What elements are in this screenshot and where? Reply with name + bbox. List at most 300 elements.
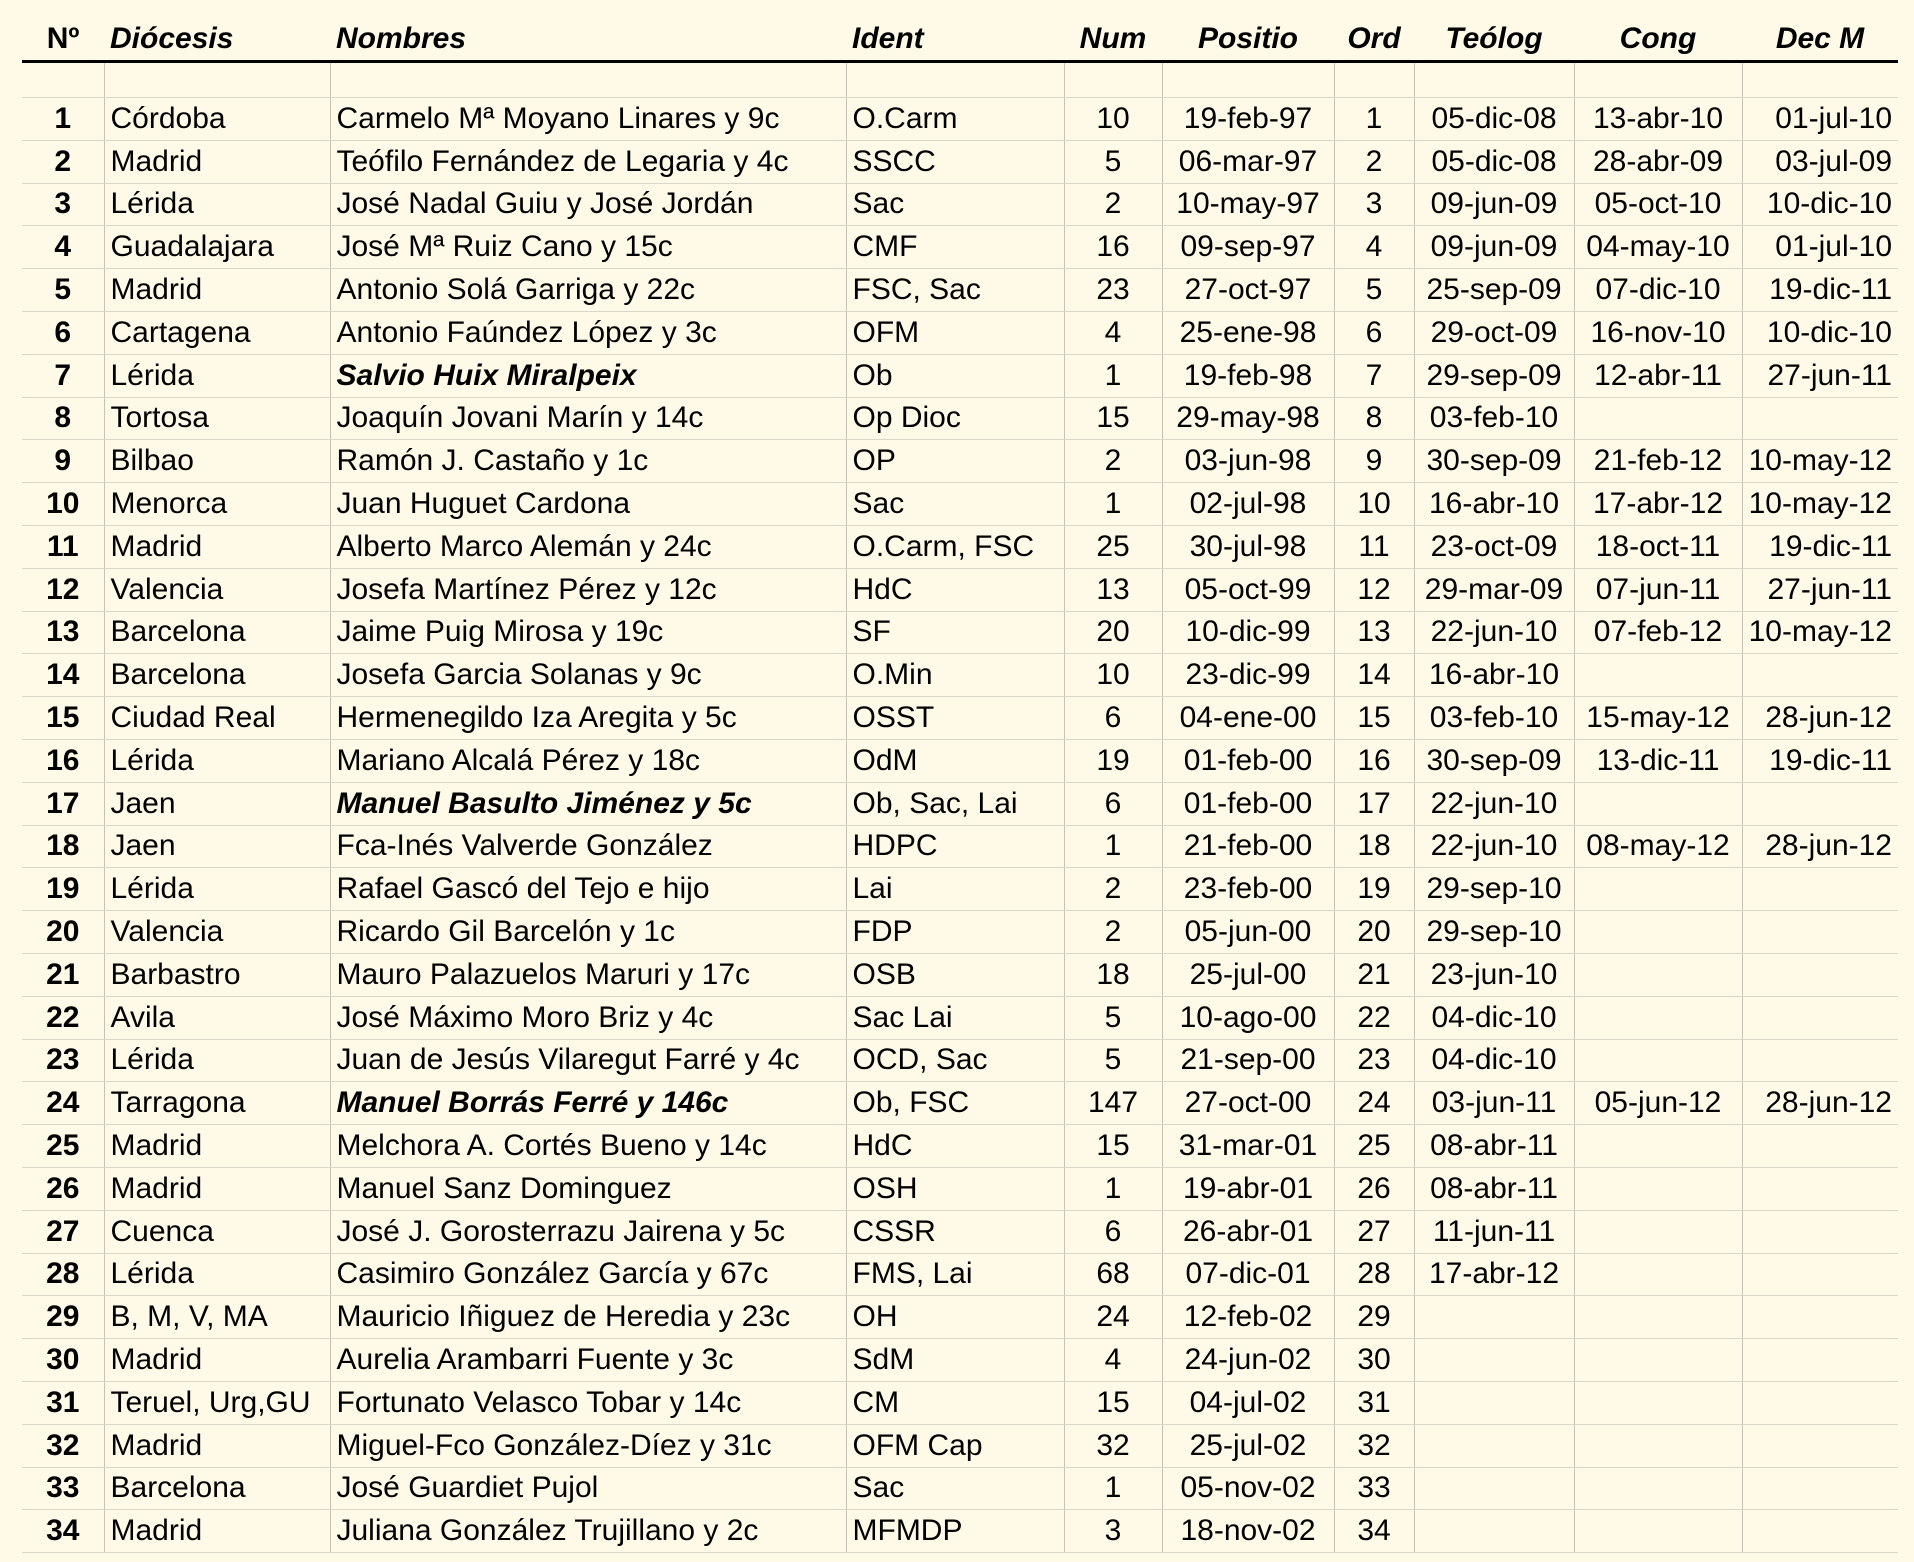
cell-nro: 1 — [22, 98, 104, 141]
cell-decm: 19-dic-11 — [1742, 739, 1898, 782]
cell-num: 147 — [1064, 1082, 1162, 1125]
cell-nombres: Rafael Gascó del Tejo e hijo — [330, 868, 846, 911]
cell-diocesis: Lérida — [104, 868, 330, 911]
cell-positio: 25-jul-02 — [1162, 1424, 1334, 1467]
table-row — [22, 697, 1898, 740]
cell-decm: 10-may-12 — [1742, 611, 1898, 654]
cell-positio: 21-feb-00 — [1162, 825, 1334, 868]
cell-nombres: Antonio Solá Garriga y 22c — [330, 269, 846, 312]
cell-decm — [1742, 1339, 1898, 1382]
cell-num: 18 — [1064, 953, 1162, 996]
cell-nombres: Fortunato Velasco Tobar y 14c — [330, 1381, 846, 1424]
cell-ident: Sac Lai — [846, 996, 1064, 1039]
cell-nro: 31 — [22, 1381, 104, 1424]
header-nro: Nº — [22, 18, 104, 62]
cell-nro: 26 — [22, 1167, 104, 1210]
header-ord: Ord — [1334, 18, 1414, 62]
cell-positio: 10-ago-00 — [1162, 996, 1334, 1039]
cell-positio: 07-dic-01 — [1162, 1253, 1334, 1296]
cell-nombres: José J. Gorosterrazu Jairena y 5c — [330, 1210, 846, 1253]
table-row — [22, 1082, 1898, 1125]
cell-positio: 25-jul-00 — [1162, 953, 1334, 996]
cell-cong — [1574, 1296, 1742, 1339]
cell-nombres: Hermenegildo Iza Aregita y 5c — [330, 697, 846, 740]
cell-nro: 24 — [22, 1082, 104, 1125]
cell-teolog: 23-oct-09 — [1414, 525, 1574, 568]
cell-nro: 16 — [22, 739, 104, 782]
cell-nombres: Juan Huguet Cardona — [330, 483, 846, 526]
cell-ord: 12 — [1334, 568, 1414, 611]
cell-cong: 07-feb-12 — [1574, 611, 1742, 654]
cell-diocesis: Avila — [104, 996, 330, 1039]
cell-cong — [1574, 1125, 1742, 1168]
cell-nombres: Josefa Martínez Pérez y 12c — [330, 568, 846, 611]
cell-nombres: Mauro Palazuelos Maruri y 17c — [330, 953, 846, 996]
header-teolog: Teólog — [1414, 18, 1574, 62]
cell-num: 3 — [1064, 1510, 1162, 1553]
cell-positio: 05-nov-02 — [1162, 1467, 1334, 1510]
cell-ident: O.Min — [846, 654, 1064, 697]
cell-cong: 15-may-12 — [1574, 697, 1742, 740]
header-ident: Ident — [846, 18, 1064, 62]
cell-diocesis: Teruel, Urg,GU — [104, 1381, 330, 1424]
cell-ident: OdM — [846, 739, 1064, 782]
cell-ident: OFM Cap — [846, 1424, 1064, 1467]
cell-cong: 18-oct-11 — [1574, 525, 1742, 568]
cell-cong — [1574, 868, 1742, 911]
table-row — [22, 654, 1898, 697]
cell-positio: 19-feb-97 — [1162, 98, 1334, 141]
cell-num: 6 — [1064, 1210, 1162, 1253]
cell-cong — [1574, 1253, 1742, 1296]
cell-decm: 19-dic-11 — [1742, 525, 1898, 568]
empty-row — [22, 62, 1898, 98]
cell-diocesis: Barcelona — [104, 1467, 330, 1510]
header-positio: Positio — [1162, 18, 1334, 62]
cell-nombres: Josefa Garcia Solanas y 9c — [330, 654, 846, 697]
cell-cong — [1574, 1467, 1742, 1510]
cell-positio: 25-ene-98 — [1162, 311, 1334, 354]
cell-ident: HdC — [846, 1125, 1064, 1168]
cell-num: 1 — [1064, 825, 1162, 868]
cell-nombres: Manuel Basulto Jiménez y 5c — [330, 782, 846, 825]
cell-positio: 10-may-97 — [1162, 183, 1334, 226]
cell-teolog: 11-jun-11 — [1414, 1210, 1574, 1253]
cell-ord: 33 — [1334, 1467, 1414, 1510]
cell-teolog: 04-dic-10 — [1414, 1039, 1574, 1082]
cell-num: 4 — [1064, 311, 1162, 354]
cell-decm: 03-jul-09 — [1742, 140, 1898, 183]
cell-ident: OSST — [846, 697, 1064, 740]
cell-cong: 17-abr-12 — [1574, 483, 1742, 526]
table-row — [22, 611, 1898, 654]
cell-cong: 21-feb-12 — [1574, 440, 1742, 483]
cell-positio: 27-oct-00 — [1162, 1082, 1334, 1125]
cell-diocesis: Madrid — [104, 1339, 330, 1382]
cell-cong: 28-abr-09 — [1574, 140, 1742, 183]
cell-positio: 02-jul-98 — [1162, 483, 1334, 526]
cell-teolog: 17-abr-12 — [1414, 1253, 1574, 1296]
cell-ord: 19 — [1334, 868, 1414, 911]
cell-num: 13 — [1064, 568, 1162, 611]
cell-decm: 01-jul-10 — [1742, 98, 1898, 141]
cell-num: 6 — [1064, 782, 1162, 825]
spreadsheet-table — [22, 18, 1898, 1553]
cell-decm — [1742, 782, 1898, 825]
cell-nombres: Antonio Faúndez López y 3c — [330, 311, 846, 354]
cell-diocesis: B, M, V, MA — [104, 1296, 330, 1339]
cell-teolog: 09-jun-09 — [1414, 183, 1574, 226]
cell-nro: 28 — [22, 1253, 104, 1296]
cell-decm — [1742, 1039, 1898, 1082]
cell-diocesis: Lérida — [104, 1253, 330, 1296]
cell-teolog: 03-feb-10 — [1414, 397, 1574, 440]
cell-nro: 6 — [22, 311, 104, 354]
cell-ord: 30 — [1334, 1339, 1414, 1382]
cell-nombres: José Guardiet Pujol — [330, 1467, 846, 1510]
cell-decm — [1742, 397, 1898, 440]
cell-diocesis: Madrid — [104, 1125, 330, 1168]
cell-positio: 29-may-98 — [1162, 397, 1334, 440]
cell-ident: SF — [846, 611, 1064, 654]
cell-decm: 19-dic-11 — [1742, 269, 1898, 312]
cell-ord: 26 — [1334, 1167, 1414, 1210]
cell-nro: 8 — [22, 397, 104, 440]
table-row — [22, 568, 1898, 611]
cell-cong — [1574, 953, 1742, 996]
cell-decm: 28-jun-12 — [1742, 825, 1898, 868]
cell-diocesis: Lérida — [104, 1039, 330, 1082]
cell-teolog: 25-sep-09 — [1414, 269, 1574, 312]
table-row — [22, 825, 1898, 868]
cell-decm: 27-jun-11 — [1742, 354, 1898, 397]
cell-cong — [1574, 1510, 1742, 1553]
cell-positio: 19-abr-01 — [1162, 1167, 1334, 1210]
cell-teolog: 30-sep-09 — [1414, 739, 1574, 782]
cell-ident: O.Carm, FSC — [846, 525, 1064, 568]
cell-cong: 16-nov-10 — [1574, 311, 1742, 354]
cell-num: 19 — [1064, 739, 1162, 782]
cell-ord: 14 — [1334, 654, 1414, 697]
cell-decm: 28-jun-12 — [1742, 1082, 1898, 1125]
cell-num: 15 — [1064, 1381, 1162, 1424]
cell-diocesis: Lérida — [104, 183, 330, 226]
cell-decm — [1742, 996, 1898, 1039]
cell-decm: 27-jun-11 — [1742, 568, 1898, 611]
table-row — [22, 1381, 1898, 1424]
cell-positio: 01-feb-00 — [1162, 739, 1334, 782]
cell-positio: 21-sep-00 — [1162, 1039, 1334, 1082]
table-row — [22, 525, 1898, 568]
cell-cong: 07-dic-10 — [1574, 269, 1742, 312]
cell-teolog: 03-jun-11 — [1414, 1082, 1574, 1125]
cell-nombres: Teófilo Fernández de Legaria y 4c — [330, 140, 846, 183]
cell-nro: 2 — [22, 140, 104, 183]
cell-positio: 10-dic-99 — [1162, 611, 1334, 654]
cell-nombres: Melchora A. Cortés Bueno y 14c — [330, 1125, 846, 1168]
cell-cong: 07-jun-11 — [1574, 568, 1742, 611]
table-row — [22, 1167, 1898, 1210]
cell-cong: 08-may-12 — [1574, 825, 1742, 868]
table-row — [22, 1467, 1898, 1510]
cell-decm — [1742, 1381, 1898, 1424]
cell-ord: 25 — [1334, 1125, 1414, 1168]
cell-ident: OCD, Sac — [846, 1039, 1064, 1082]
cell-diocesis: Córdoba — [104, 98, 330, 141]
cell-nombres: Manuel Borrás Ferré y 146c — [330, 1082, 846, 1125]
cell-nombres: José Mª Ruiz Cano y 15c — [330, 226, 846, 269]
cell-diocesis: Menorca — [104, 483, 330, 526]
cell-cong — [1574, 1381, 1742, 1424]
cell-nombres: José Máximo Moro Briz y 4c — [330, 996, 846, 1039]
cell-decm — [1742, 953, 1898, 996]
cell-positio: 05-jun-00 — [1162, 911, 1334, 954]
cell-ord: 20 — [1334, 911, 1414, 954]
cell-num: 15 — [1064, 397, 1162, 440]
table-row — [22, 483, 1898, 526]
cell-teolog: 03-feb-10 — [1414, 697, 1574, 740]
cell-nombres: Mariano Alcalá Pérez y 18c — [330, 739, 846, 782]
cell-nombres: José Nadal Guiu y José Jordán — [330, 183, 846, 226]
cell-diocesis: Guadalajara — [104, 226, 330, 269]
cell-ident: CMF — [846, 226, 1064, 269]
cell-decm — [1742, 911, 1898, 954]
table-row — [22, 911, 1898, 954]
cell-ident: Sac — [846, 183, 1064, 226]
cell-nro: 22 — [22, 996, 104, 1039]
cell-diocesis: Cuenca — [104, 1210, 330, 1253]
cell-ord: 22 — [1334, 996, 1414, 1039]
table-row — [22, 782, 1898, 825]
cell-nro: 15 — [22, 697, 104, 740]
cell-nro: 20 — [22, 911, 104, 954]
cell-num: 2 — [1064, 911, 1162, 954]
cell-diocesis: Ciudad Real — [104, 697, 330, 740]
table-row — [22, 1253, 1898, 1296]
cell-decm: 28-jun-12 — [1742, 697, 1898, 740]
cell-cong: 13-abr-10 — [1574, 98, 1742, 141]
cell-teolog: 08-abr-11 — [1414, 1125, 1574, 1168]
cell-num: 2 — [1064, 183, 1162, 226]
cell-ord: 3 — [1334, 183, 1414, 226]
cell-teolog: 22-jun-10 — [1414, 611, 1574, 654]
cell-num: 2 — [1064, 868, 1162, 911]
cell-ident: OSB — [846, 953, 1064, 996]
cell-ident: O.Carm — [846, 98, 1064, 141]
cell-cong — [1574, 654, 1742, 697]
cell-positio: 26-abr-01 — [1162, 1210, 1334, 1253]
cell-ord: 4 — [1334, 226, 1414, 269]
cell-ord: 24 — [1334, 1082, 1414, 1125]
cell-num: 5 — [1064, 996, 1162, 1039]
cell-positio: 23-dic-99 — [1162, 654, 1334, 697]
cell-nro: 7 — [22, 354, 104, 397]
cell-ident: SdM — [846, 1339, 1064, 1382]
cell-diocesis: Madrid — [104, 269, 330, 312]
table-row — [22, 1424, 1898, 1467]
cell-cong — [1574, 397, 1742, 440]
cell-decm: 01-jul-10 — [1742, 226, 1898, 269]
cell-ord: 5 — [1334, 269, 1414, 312]
cell-diocesis: Tortosa — [104, 397, 330, 440]
cell-nro: 18 — [22, 825, 104, 868]
cell-decm: 10-may-12 — [1742, 483, 1898, 526]
table-row — [22, 140, 1898, 183]
cell-teolog: 09-jun-09 — [1414, 226, 1574, 269]
cell-positio: 27-oct-97 — [1162, 269, 1334, 312]
cell-ord: 18 — [1334, 825, 1414, 868]
cell-diocesis: Barbastro — [104, 953, 330, 996]
cell-ord: 23 — [1334, 1039, 1414, 1082]
cell-num: 15 — [1064, 1125, 1162, 1168]
cell-positio: 01-feb-00 — [1162, 782, 1334, 825]
cell-teolog: 05-dic-08 — [1414, 140, 1574, 183]
cell-teolog — [1414, 1339, 1574, 1382]
cell-nombres: Casimiro González García y 67c — [330, 1253, 846, 1296]
cell-nro: 4 — [22, 226, 104, 269]
cell-decm: 10-may-12 — [1742, 440, 1898, 483]
table-row — [22, 226, 1898, 269]
table-row — [22, 1125, 1898, 1168]
cell-teolog: 23-jun-10 — [1414, 953, 1574, 996]
cell-ident: OP — [846, 440, 1064, 483]
cell-diocesis: Jaen — [104, 825, 330, 868]
cell-decm — [1742, 868, 1898, 911]
cell-teolog — [1414, 1424, 1574, 1467]
cell-nombres: Juan de Jesús Vilaregut Farré y 4c — [330, 1039, 846, 1082]
cell-ident: Op Dioc — [846, 397, 1064, 440]
cell-ident: HDPC — [846, 825, 1064, 868]
cell-ord: 15 — [1334, 697, 1414, 740]
cell-cong — [1574, 782, 1742, 825]
cell-diocesis: Tarragona — [104, 1082, 330, 1125]
cell-diocesis: Lérida — [104, 739, 330, 782]
cell-decm — [1742, 1253, 1898, 1296]
cell-nombres: Carmelo Mª Moyano Linares y 9c — [330, 98, 846, 141]
cell-nro: 25 — [22, 1125, 104, 1168]
table-row — [22, 1339, 1898, 1382]
cell-nro: 12 — [22, 568, 104, 611]
cell-cong — [1574, 1424, 1742, 1467]
cell-ident: FSC, Sac — [846, 269, 1064, 312]
cell-num: 1 — [1064, 483, 1162, 526]
cell-nro: 21 — [22, 953, 104, 996]
cell-nro: 30 — [22, 1339, 104, 1382]
cell-diocesis: Barcelona — [104, 611, 330, 654]
cell-ord: 31 — [1334, 1381, 1414, 1424]
cell-teolog: 08-abr-11 — [1414, 1167, 1574, 1210]
cell-ord: 8 — [1334, 397, 1414, 440]
cell-ord: 29 — [1334, 1296, 1414, 1339]
cell-diocesis: Madrid — [104, 525, 330, 568]
table-row — [22, 1510, 1898, 1553]
cell-decm — [1742, 1424, 1898, 1467]
cell-positio: 23-feb-00 — [1162, 868, 1334, 911]
header-diocesis: Diócesis — [104, 18, 330, 62]
cell-teolog — [1414, 1467, 1574, 1510]
cell-nombres: Manuel Sanz Dominguez — [330, 1167, 846, 1210]
cell-cong — [1574, 1167, 1742, 1210]
cell-ident: CM — [846, 1381, 1064, 1424]
cell-teolog: 29-sep-09 — [1414, 354, 1574, 397]
header-num: Num — [1064, 18, 1162, 62]
cell-nombres: Fca-Inés Valverde González — [330, 825, 846, 868]
table-row — [22, 269, 1898, 312]
cell-cong: 12-abr-11 — [1574, 354, 1742, 397]
cell-teolog — [1414, 1381, 1574, 1424]
cell-ident: Ob, FSC — [846, 1082, 1064, 1125]
table-row — [22, 739, 1898, 782]
table-row — [22, 311, 1898, 354]
cell-ident: Ob, Sac, Lai — [846, 782, 1064, 825]
cell-nro: 13 — [22, 611, 104, 654]
cell-ident: OFM — [846, 311, 1064, 354]
cell-positio: 24-jun-02 — [1162, 1339, 1334, 1382]
cell-teolog: 16-abr-10 — [1414, 654, 1574, 697]
cell-ident: OH — [846, 1296, 1064, 1339]
cell-positio: 19-feb-98 — [1162, 354, 1334, 397]
cell-num: 2 — [1064, 440, 1162, 483]
cell-diocesis: Jaen — [104, 782, 330, 825]
cell-ident: Sac — [846, 483, 1064, 526]
cell-num: 16 — [1064, 226, 1162, 269]
table-row — [22, 996, 1898, 1039]
cell-ord: 34 — [1334, 1510, 1414, 1553]
cell-ord: 16 — [1334, 739, 1414, 782]
cell-nombres: Juliana González Trujillano y 2c — [330, 1510, 846, 1553]
cell-cong — [1574, 996, 1742, 1039]
table-row — [22, 1039, 1898, 1082]
cell-diocesis: Madrid — [104, 1510, 330, 1553]
cell-nro: 10 — [22, 483, 104, 526]
cell-num: 68 — [1064, 1253, 1162, 1296]
cell-decm: 10-dic-10 — [1742, 311, 1898, 354]
cell-diocesis: Madrid — [104, 1167, 330, 1210]
cell-nombres: Jaime Puig Mirosa y 19c — [330, 611, 846, 654]
table-row — [22, 868, 1898, 911]
cell-teolog: 22-jun-10 — [1414, 825, 1574, 868]
cell-nro: 11 — [22, 525, 104, 568]
cell-decm — [1742, 1167, 1898, 1210]
cell-teolog — [1414, 1296, 1574, 1339]
header-row — [22, 18, 1898, 62]
cell-nombres: Ramón J. Castaño y 1c — [330, 440, 846, 483]
cell-num: 1 — [1064, 354, 1162, 397]
cell-positio: 03-jun-98 — [1162, 440, 1334, 483]
table-body — [22, 62, 1898, 1553]
cell-nro: 32 — [22, 1424, 104, 1467]
cell-nombres: Joaquín Jovani Marín y 14c — [330, 397, 846, 440]
cell-decm — [1742, 1296, 1898, 1339]
cell-ord: 9 — [1334, 440, 1414, 483]
cell-cong: 05-jun-12 — [1574, 1082, 1742, 1125]
cell-positio: 04-jul-02 — [1162, 1381, 1334, 1424]
cell-cong: 04-may-10 — [1574, 226, 1742, 269]
cell-positio: 30-jul-98 — [1162, 525, 1334, 568]
header-nombres: Nombres — [330, 18, 846, 62]
cell-ord: 11 — [1334, 525, 1414, 568]
cell-nro: 19 — [22, 868, 104, 911]
cell-teolog: 04-dic-10 — [1414, 996, 1574, 1039]
cell-ord: 7 — [1334, 354, 1414, 397]
cell-ord: 28 — [1334, 1253, 1414, 1296]
cell-ord: 10 — [1334, 483, 1414, 526]
cell-decm — [1742, 1467, 1898, 1510]
cell-nro: 5 — [22, 269, 104, 312]
cell-ord: 17 — [1334, 782, 1414, 825]
cell-positio: 09-sep-97 — [1162, 226, 1334, 269]
cell-ident: HdC — [846, 568, 1064, 611]
